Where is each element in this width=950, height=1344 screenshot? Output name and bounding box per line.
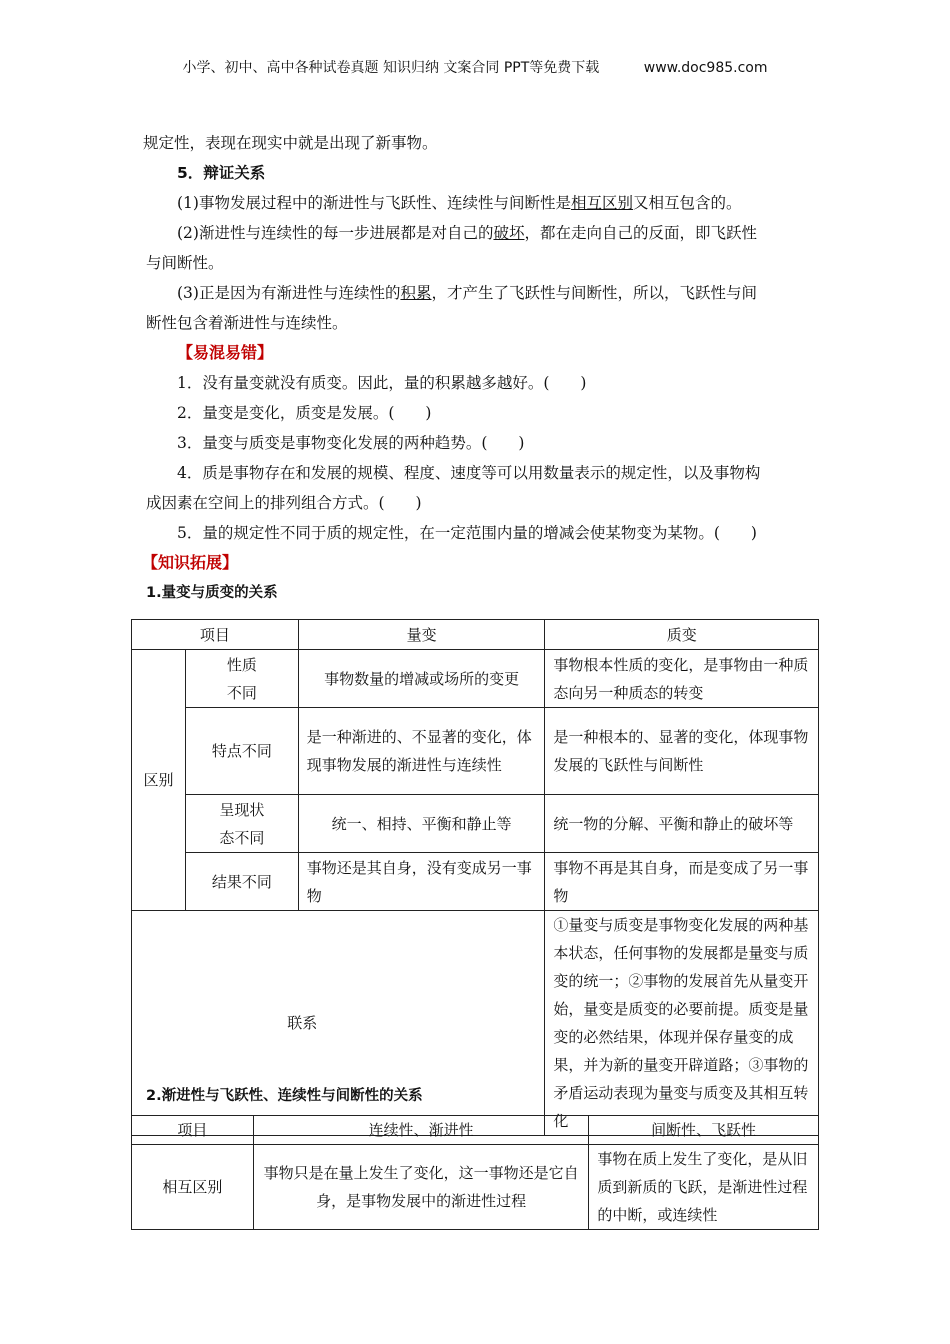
dialectic-p1 — [146, 188, 808, 218]
dialectic-p2-text-end: ，都在走向自己的反面，即飞跃性 — [524, 224, 757, 242]
table1-row-label — [185, 795, 298, 853]
table2-header-item: 项目 — [132, 1116, 254, 1145]
dialectic-title: 5．辩证关系 — [177, 164, 266, 182]
dialectic-p2-cont: 与间断性。 — [146, 254, 224, 272]
section2-title: 2.渐进性与飞跃性、连续性与间断性的关系 — [146, 1088, 423, 1104]
table1-row-label — [185, 650, 298, 708]
dialectic-p3-cont: 断性包含着渐进性与连续性。 — [146, 314, 348, 332]
confusion-item: 4．质是事物存在和发展的规模、程度、速度等可以用数量表示的规定性，以及事物构 — [177, 464, 761, 482]
page-header — [0, 57, 950, 77]
table2-cell-continuity: 事物只是在量上发生了变化，这一事物还是它自身，是事物发展中的渐进性过程 — [253, 1145, 588, 1230]
dialectic-p1-text: (1)事物发展过程中的渐进性与飞跃性、连续性与间断性是 — [177, 194, 571, 212]
header-site-link[interactable]: www.doc985.com — [643, 60, 768, 76]
table1-header-qual: 质变 — [545, 620, 819, 650]
confusion-item: 5．量的规定性不同于质的规定性，在一定范围内量的增减会使某物变为某物。( ) — [177, 524, 757, 542]
row-label-line: 呈现状 — [219, 800, 265, 819]
confusion-item-cont: 成因素在空间上的排列组合方式。( ) — [146, 494, 422, 512]
confusion-item: 2．量变是变化，质变是发展。( ) — [177, 404, 432, 422]
confusion-item: 1．没有量变就没有质变。因此，量的积累越多越好。( ) — [177, 374, 587, 392]
table1-cell-quant: 事物还是其自身，没有变成另一事物 — [298, 853, 545, 911]
dialectic-p3 — [146, 278, 808, 308]
table1-link-label: 联系 — [132, 911, 545, 1136]
table2-header-leap: 间断性、飞跃性 — [589, 1116, 819, 1145]
confusion-item: 3．量变与质变是事物变化发展的两种趋势。( ) — [177, 434, 525, 452]
table2-row-label: 相互区别 — [132, 1145, 254, 1230]
table1-cell-quant: 事物数量的增减或场所的变更 — [298, 650, 545, 708]
table1-cell-qual: 统一物的分解、平衡和静止的破坏等 — [545, 795, 819, 853]
table1-cell-quant: 是一种渐进的、不显著的变化，体现事物发展的渐进性与连续性 — [298, 708, 545, 795]
intro-line: 规定性，表现在现实中就是出现了新事物。 — [143, 134, 438, 152]
table1-cell-qual: 事物不再是其自身，而是变成了另一事物 — [545, 853, 819, 911]
section1-title: 1.量变与质变的关系 — [146, 585, 278, 601]
table1-cell-qual: 是一种根本的、显著的变化，体现事物发展的飞跃性与间断性 — [545, 708, 819, 795]
confusion-title: 【易混易错】 — [177, 343, 274, 362]
table1-header-quant: 量变 — [298, 620, 545, 650]
dialectic-p1-blank: 相互区别 — [570, 194, 633, 212]
dialectic-p1-text-end: 又相互包含的。 — [632, 194, 742, 212]
dialectic-p2-text: (2)渐进性与连续性的每一步进展都是对自己的 — [177, 224, 494, 242]
dialectic-p3-blank: 积累 — [400, 284, 432, 302]
dialectic-p3-text: (3)正是因为有渐进性与连续性的 — [177, 284, 401, 302]
table1-cell-quant: 统一、相持、平衡和静止等 — [298, 795, 545, 853]
table1-row-label: 特点不同 — [185, 708, 298, 795]
header-text: 小学、初中、高中各种试卷真题 知识归纳 文案合同 PPT等免费下载 — [182, 60, 600, 76]
row-label-line: 性质 — [226, 655, 257, 674]
table2-cell-leap: 事物在质上发生了变化，是从旧质到新质的飞跃，是渐进性过程的中断，或连续性 — [589, 1145, 819, 1230]
dialectic-p3-text-end: ，才产生了飞跃性与间断性，所以，飞跃性与间 — [431, 284, 757, 302]
dialectic-p2 — [146, 218, 808, 248]
continuity-table — [131, 1115, 819, 1230]
table1-cell-qual: 事物根本性质的变化，是事物由一种质态向另一种质态的转变 — [545, 650, 819, 708]
main-content — [142, 128, 808, 608]
quant-qual-table — [131, 619, 819, 1136]
table1-link-text: ①量变与质变是事物变化发展的两种基本状态，任何事物的发展都是量变与质变的统一；②事物的发展首先从量变开始，量变是质变的必要前提。质变是量变的必然结果，体现并保存量变的成果，并为新的量变开辟道路；③事物的矛盾运动表现为量变与质变及其相互转化 — [545, 911, 819, 1136]
extension-title: 【知识拓展】 — [142, 553, 239, 572]
dialectic-p2-blank: 破坏 — [493, 224, 525, 242]
table1-header-item: 项目 — [132, 620, 299, 650]
table1-group-label: 区别 — [132, 650, 186, 911]
table1-row-label: 结果不同 — [185, 853, 298, 911]
row-label-line: 态不同 — [219, 828, 265, 847]
row-label-line: 不同 — [226, 683, 257, 702]
table2-header-continuity: 连续性、渐进性 — [253, 1116, 588, 1145]
